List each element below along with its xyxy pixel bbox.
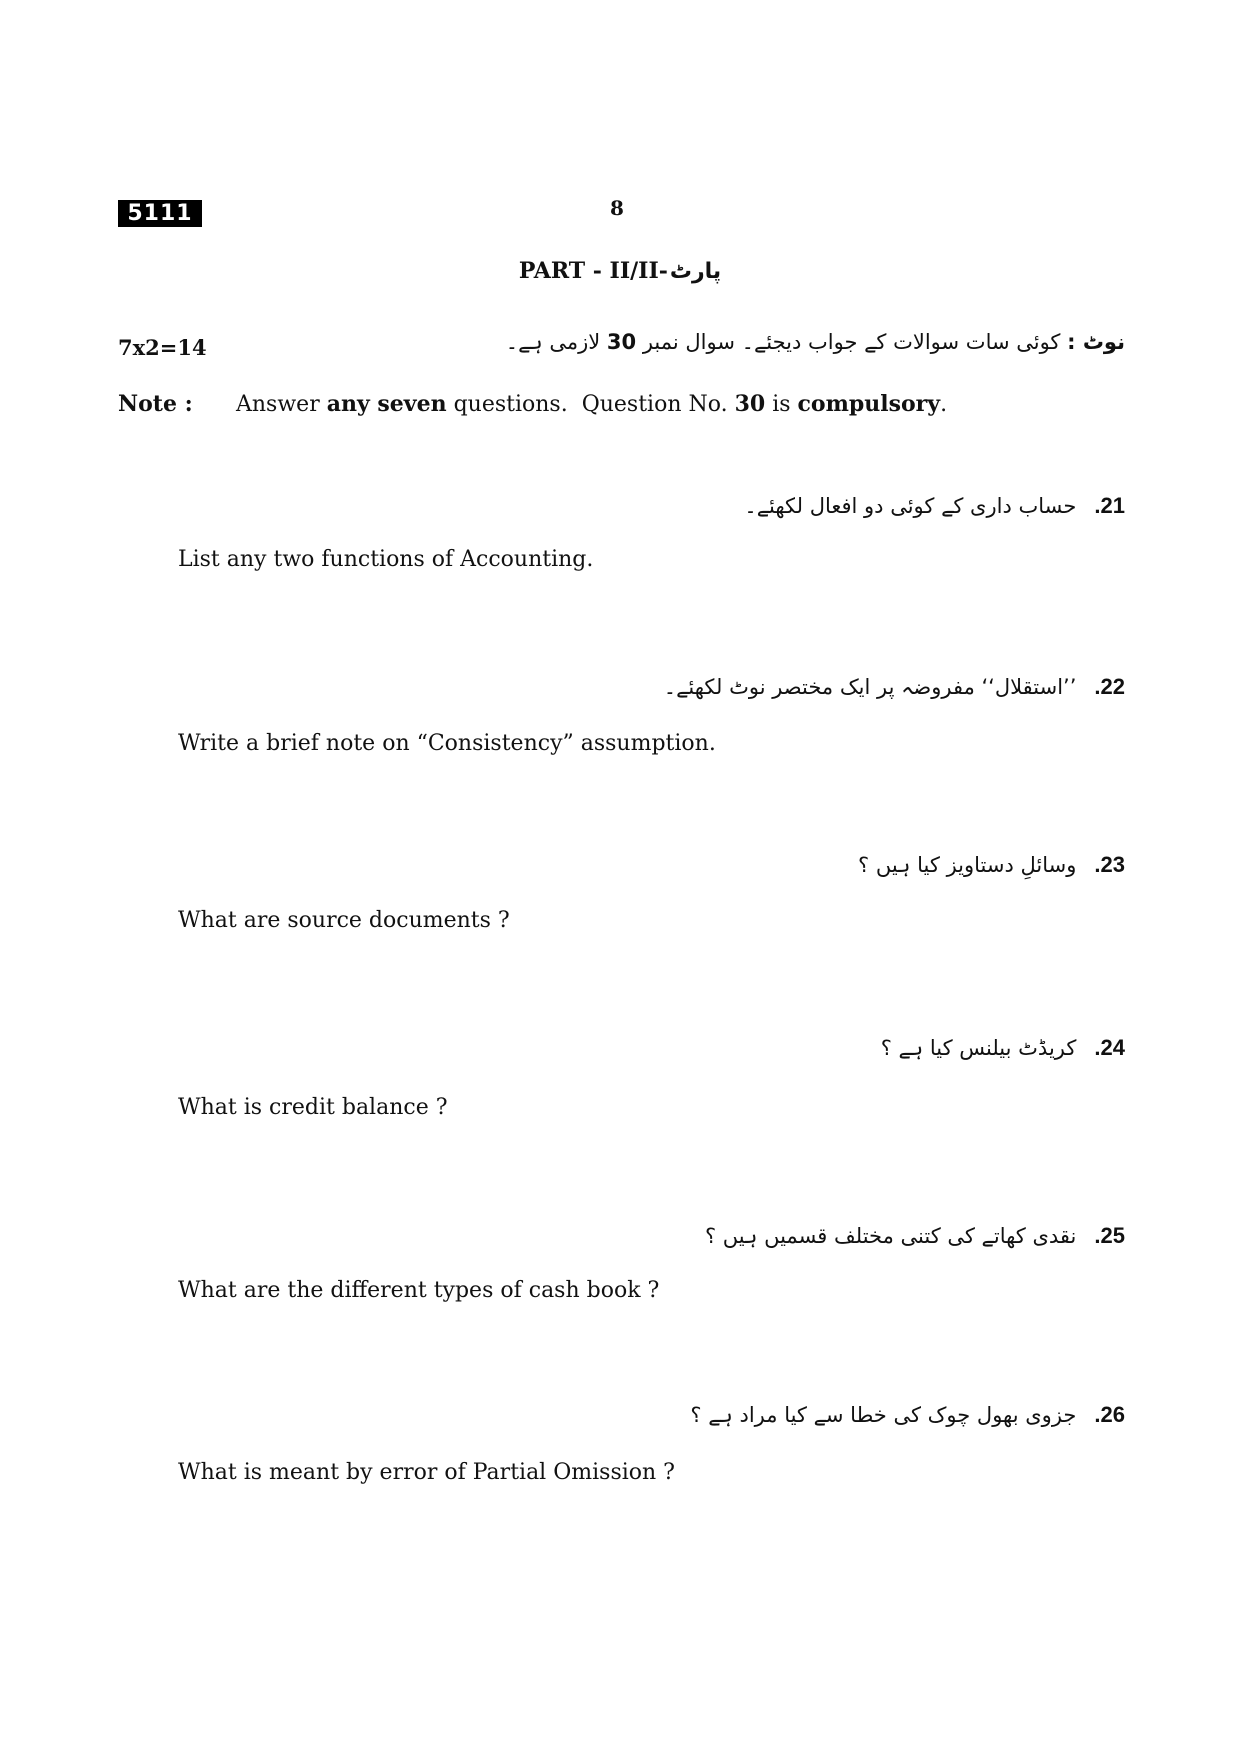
question-23-urdu <box>858 852 1125 878</box>
note-urdu-label: نوٹ : <box>1067 330 1125 354</box>
note-english <box>118 391 947 417</box>
question-24-english: What is credit balance ? <box>178 1095 448 1120</box>
part-heading-en: PART - II/II- <box>518 258 668 284</box>
part-heading-ur: پارٹ <box>669 259 722 284</box>
question-25-urdu <box>705 1223 1125 1249</box>
note-en-7: . <box>940 392 948 417</box>
note-urdu-text-1: کوئی سات سوالات کے جواب دیجئے۔ سوال نمبر <box>642 330 1061 354</box>
note-urdu-number: 30 <box>606 330 637 354</box>
note-en-3: questions. Question No. <box>446 392 735 417</box>
question-23-english: What are source documents ? <box>178 908 510 933</box>
note-en-5: is <box>765 392 798 417</box>
question-22-number: 22. <box>1094 674 1125 699</box>
note-english-label: Note : <box>118 391 193 417</box>
question-24-urdu <box>881 1035 1125 1061</box>
question-22-urdu <box>664 674 1125 700</box>
question-22-urdu-text: ’’استقلال‘‘ مفروضہ پر ایک مختصر نوٹ لکھئے۔ <box>663 675 1077 699</box>
question-22-english: Write a brief note on “Consistency” assumption. <box>178 731 716 756</box>
note-urdu <box>506 330 1125 354</box>
part-heading <box>0 258 1240 284</box>
note-en-1: Answer <box>236 392 327 417</box>
question-24-number: 24. <box>1094 1035 1125 1060</box>
note-urdu-text-2: لازمی ہے۔ <box>505 330 601 354</box>
paper-code-badge: 5111 <box>118 200 202 227</box>
page-number: 8 <box>610 196 624 220</box>
note-en-6: compulsory <box>797 391 941 417</box>
question-26-urdu-text: جزوی بھول چوک کی خطا سے کیا مراد ہے ؟ <box>690 1403 1077 1427</box>
note-en-4: 30 <box>734 391 766 417</box>
question-25-number: 25. <box>1094 1223 1125 1248</box>
question-26-english: What is meant by error of Partial Omission ? <box>178 1460 675 1485</box>
question-24-urdu-text: کریڈٹ بیلنس کیا ہے ؟ <box>880 1036 1077 1060</box>
question-26-urdu <box>690 1402 1125 1428</box>
question-23-number: 23. <box>1094 852 1125 877</box>
question-23-urdu-text: وسائلِ دستاویز کیا ہیں ؟ <box>858 853 1077 877</box>
note-en-2: any seven <box>326 391 447 417</box>
question-21-urdu-text: حساب داری کے کوئی دو افعال لکھئے۔ <box>744 494 1077 518</box>
question-21-english: List any two functions of Accounting. <box>178 547 594 572</box>
question-21-number: 21. <box>1094 493 1125 518</box>
question-21-urdu <box>744 493 1125 519</box>
question-26-number: 26. <box>1094 1402 1125 1427</box>
question-25-urdu-text: نقدی کھاتے کی کتنی مختلف قسمیں ہیں ؟ <box>704 1224 1077 1248</box>
marks-scheme: 7x2=14 <box>118 335 207 360</box>
question-25-english: What are the different types of cash book ? <box>178 1278 660 1303</box>
